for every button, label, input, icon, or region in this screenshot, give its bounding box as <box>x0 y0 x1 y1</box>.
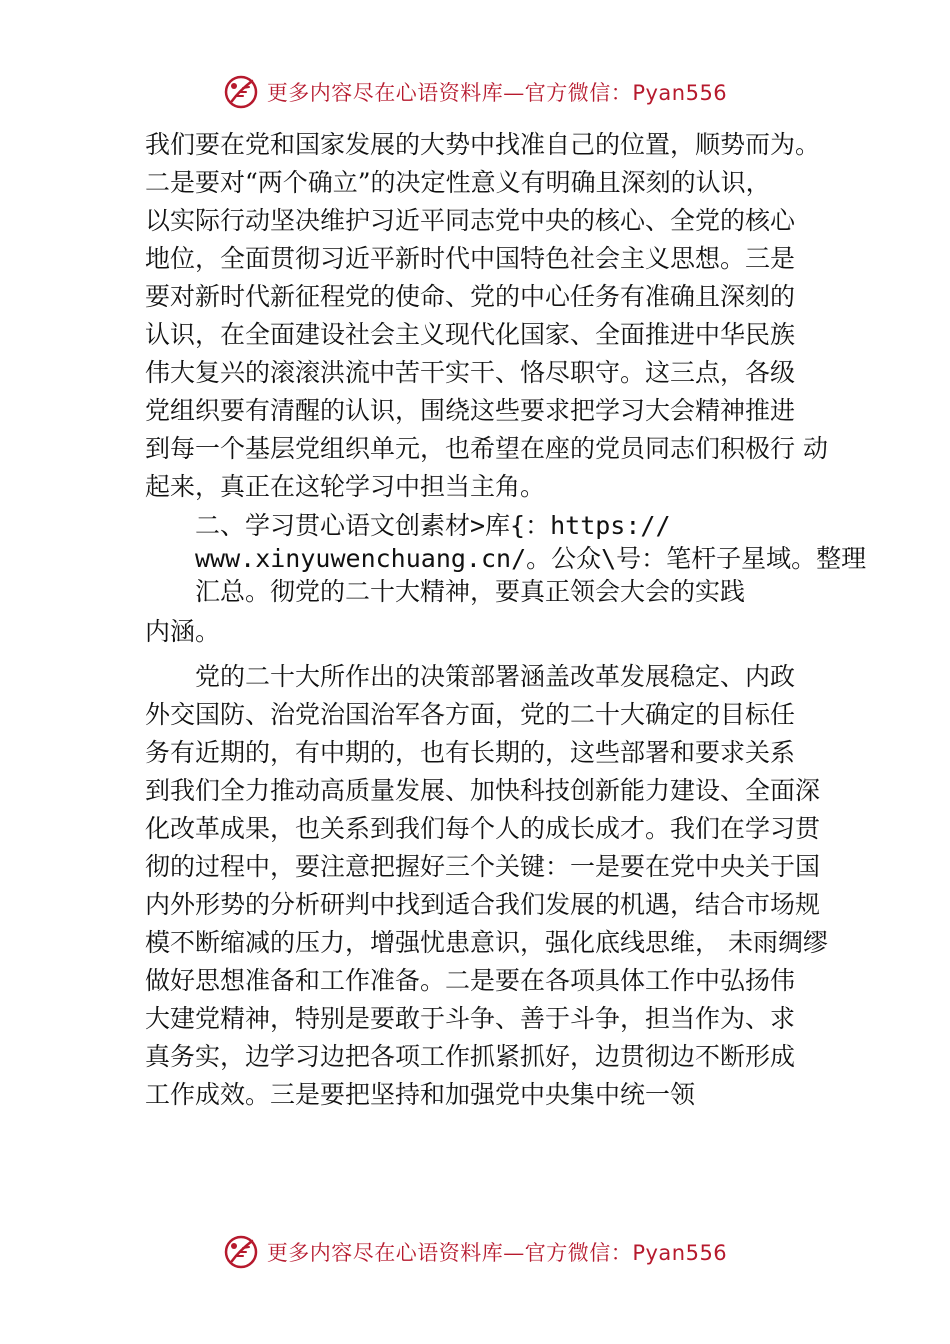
banner-text: 更多内容尽在心语资料库—官方微信：Pyan556 <box>266 81 728 105</box>
body-line: 大建党精神，特别是要敢于斗争、善于斗争，担当作为、求 <box>145 1004 796 1033</box>
body-line: 内外形势的分析研判中找到适合我们发展的机遇，结合市场规 <box>145 890 821 919</box>
body-line: 党组织要有清醒的认识，围绕这些要求把学习大会精神推进 <box>145 396 796 425</box>
body-line: 到每一个基层党组织单元，也希望在座的党员同志们积极行 动 <box>145 434 828 463</box>
body-line: 认识，在全面建设社会主义现代化国家、全面推进中华民族 <box>145 320 796 349</box>
body-line: 到我们全力推动高质量发展、加快科技创新能力建设、全面深 <box>145 776 821 805</box>
body-line: 化改革成果，也关系到我们每个人的成长成才。我们在学习贯 <box>145 814 821 843</box>
body-line: 工作成效。三是要把坚持和加强党中央集中统一领 <box>145 1080 696 1109</box>
body-line: 做好思想准备和工作准备。二是要在各项具体工作中弘扬伟 <box>145 966 796 995</box>
body-line: 汇总。彻党的二十大精神，要真正领会大会的实践 <box>195 577 746 606</box>
banner-text: 更多内容尽在心语资料库—官方微信：Pyan556 <box>266 1241 728 1265</box>
body-line: 二是要对“两个确立”的决定性意义有明确且深刻的认识， <box>145 168 771 197</box>
paragraph-start: 党的二十大所作出的决策部署涵盖改革发展稳定、内政 <box>195 662 796 691</box>
body-line: 以实际行动坚决维护习近平同志党中央的核心、全党的核心 <box>145 206 796 235</box>
header-banner <box>0 70 950 114</box>
footer-banner <box>0 1230 950 1274</box>
wechat-id: Pyan556 <box>632 81 728 105</box>
body-line: 我们要在党和国家发展的大势中找准自己的位置，顺势而为。 <box>145 130 821 159</box>
body-line: 彻的过程中，要注意把握好三个关键：一是要在党中央关于国 <box>145 852 821 881</box>
body-line: 要对新时代新征程党的使命、党的中心任务有准确且深刻的 <box>145 282 796 311</box>
body-line: www.xinyuwenchuang.cn/。公众\号：笔杆子星域。整理 <box>195 544 867 573</box>
wechat-id: Pyan556 <box>632 1241 728 1265</box>
body-line: 内涵。 <box>145 617 221 646</box>
feather-seal-icon <box>223 74 259 110</box>
body-line: 地位，全面贯彻习近平新时代中国特色社会主义思想。三是 <box>145 244 796 273</box>
body-line: 务有近期的，有中期的，也有长期的，这些部署和要求关系 <box>145 738 796 767</box>
section-heading: 二、学习贯心语文创素材>库{：https:// <box>195 511 671 540</box>
body-line: 外交国防、治党治国治军各方面，党的二十大确定的目标任 <box>145 700 796 729</box>
body-line: 伟大复兴的滚滚洪流中苦干实干、恪尽职守。这三点，各级 <box>145 358 796 387</box>
body-line: 起来，真正在这轮学习中担当主角。 <box>145 472 546 501</box>
body-line: 模不断缩减的压力，增强忧患意识，强化底线思维， 未雨绸缪 <box>145 928 828 957</box>
feather-seal-icon <box>223 1234 259 1270</box>
body-line: 真务实，边学习边把各项工作抓紧抓好，边贯彻边不断形成 <box>145 1042 796 1071</box>
